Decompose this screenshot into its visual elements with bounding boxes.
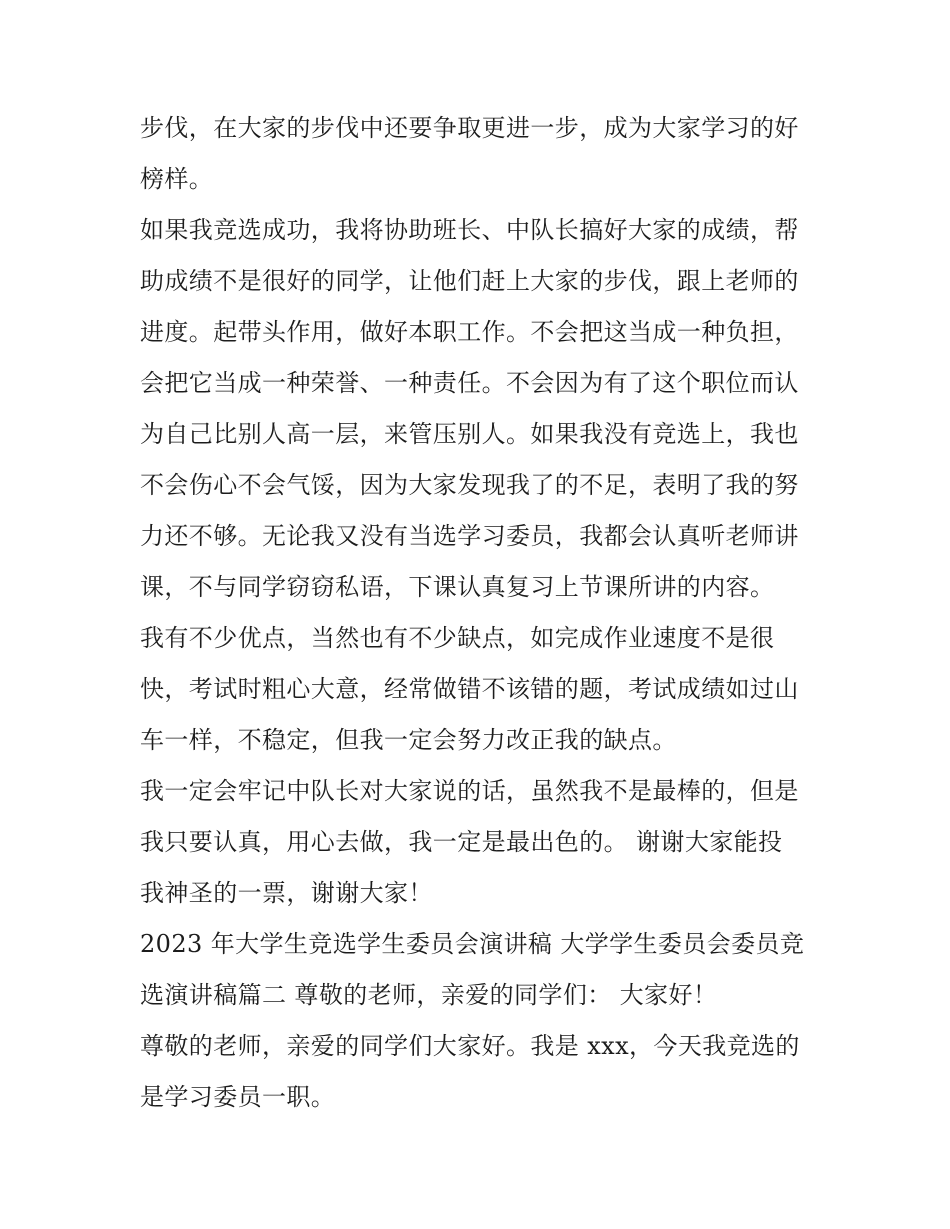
text-line: 不会伤心不会气馁，因为大家发现我了的不足，表明了我的努 — [140, 471, 799, 499]
text-line: 我有不少优点，当然也有不少缺点，如完成作业速度不是很 — [140, 624, 775, 652]
text-line: 选演讲稿篇二 尊敬的老师，亲爱的同学们： 大家好！ — [140, 981, 718, 1009]
text-line: 助成绩不是很好的同学，让他们赶上大家的步伐，跟上老师的 — [140, 267, 799, 295]
text-line: 尊敬的老师，亲爱的同学们大家好。我是 xxx，今天我竞选的 — [140, 1032, 800, 1060]
text-line: 课，不与同学窃窃私语，下课认真复习上节课所讲的内容。 — [140, 573, 775, 601]
text-line: 如果我竞选成功，我将协助班长、中队长搞好大家的成绩，帮 — [140, 216, 799, 244]
text-line: 快，考试时粗心大意，经常做错不该错的题，考试成绩如过山 — [140, 675, 799, 703]
text-line: 我神圣的一票，谢谢大家！ — [140, 879, 433, 907]
text-line: 是学习委员一职。 — [140, 1083, 336, 1111]
text-line: 车一样，不稳定，但我一定会努力改正我的缺点。 — [140, 726, 677, 754]
text-line: 2023 年大学生竞选学生委员会演讲稿 大学学生委员会委员竞 — [140, 930, 805, 958]
text-line: 进度。起带头作用，做好本职工作。不会把这当成一种负担， — [140, 318, 799, 346]
document-body — [140, 103, 820, 1123]
text-line: 力还不够。无论我又没有当选学习委员，我都会认真听老师讲 — [140, 522, 799, 550]
text-line: 会把它当成一种荣誉、一种责任。不会因为有了这个职位而认 — [140, 369, 799, 397]
text-line: 我一定会牢记中队长对大家说的话，虽然我不是最棒的，但是 — [140, 777, 799, 805]
text-line: 榜样。 — [140, 165, 214, 193]
text-line: 我只要认真，用心去做，我一定是最出色的。 谢谢大家能投 — [140, 828, 783, 856]
text-line: 为自己比别人高一层，来管压别人。如果我没有竞选上，我也 — [140, 420, 799, 448]
text-line: 步伐，在大家的步伐中还要争取更进一步，成为大家学习的好 — [140, 114, 799, 142]
